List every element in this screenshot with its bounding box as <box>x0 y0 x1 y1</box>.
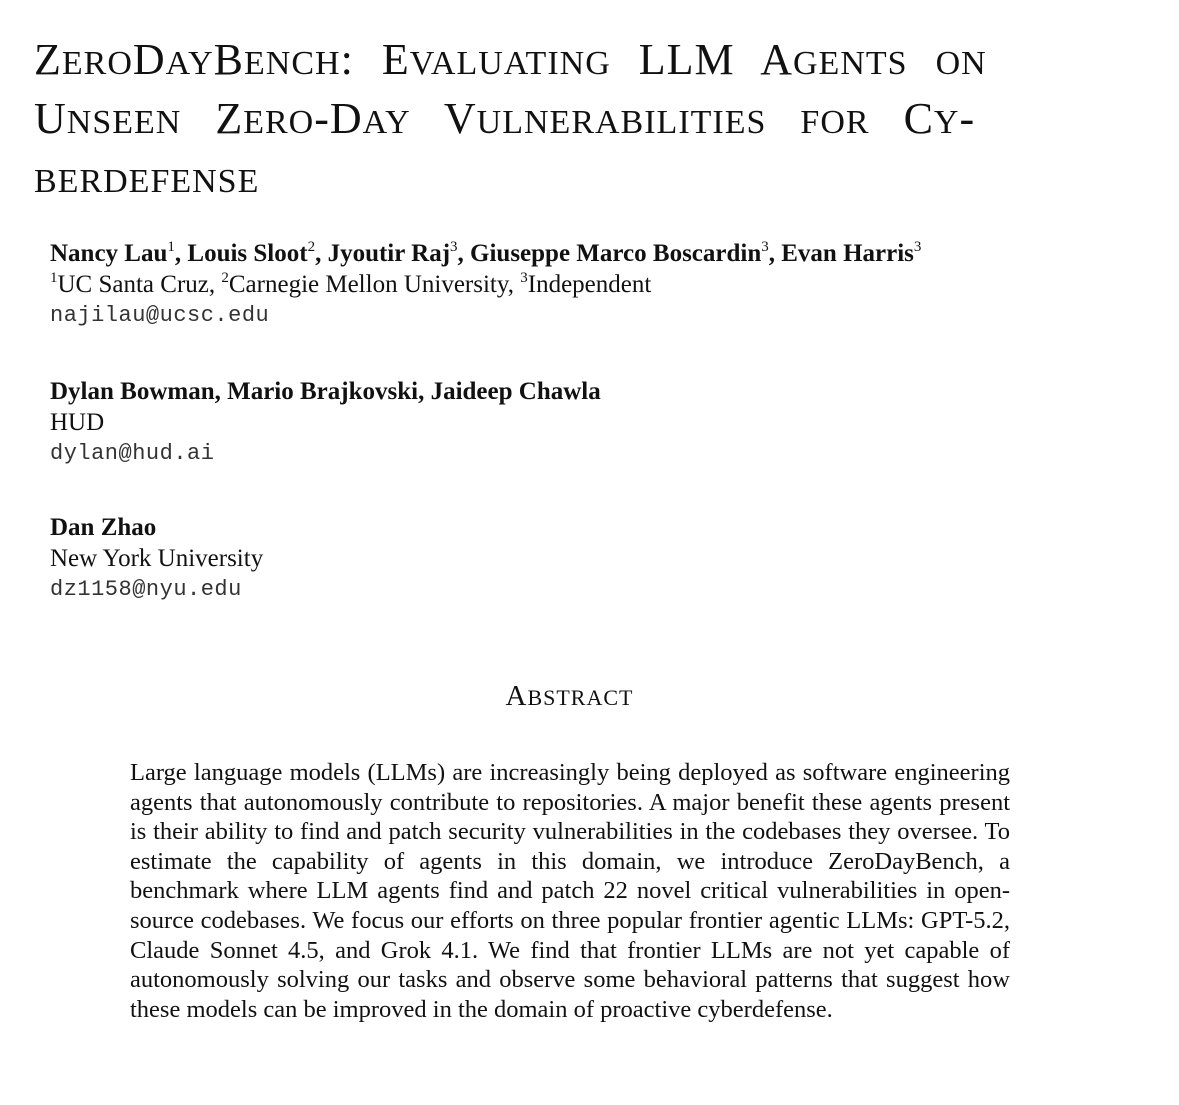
author-list: Dan Zhao <box>50 514 157 541</box>
author-email[interactable]: dz1158@nyu.edu <box>50 577 242 602</box>
author-list: Nancy Lau$^1$, Louis Sloot$^2$, Jyoutir Raj$^3$, Giuseppe Marco Boscardin$^3$, Evan Harris$^3$ <box>50 239 922 267</box>
author-list: Dylan Bowman, Mario Brajkovski, Jaideep Chawla <box>50 378 601 405</box>
title-line-3: BERDEFENSE <box>34 163 260 200</box>
abstract-body: Large language models (LLMs) are increasingly being deployed as software engineering agents that autonomously contribute to repositories. A major benefit these agents present is their ability to find and patch security vulnerabilities in the codebases they oversee. To estimate the capability of agents in this domain, we introduce ZeroDayBench, a benchmark where LLM agents find and patch 22 novel critical vulnerabilities in open-source codebases. We focus our efforts on three popular frontier agentic LLMs: GPT-5.2, Claude Sonnet 4.5, and Grok 4.1. We find that frontier LLMs are not yet capable of autonomously solving our tasks and observe some behavioral patterns that suggest how these models can be improved in the domain of proactive cyberdefense. <box>130 759 1010 1023</box>
affiliation: Independent <box>527 271 652 298</box>
author-group-3 <box>50 512 263 605</box>
author-name: Louis Sloot <box>187 240 308 267</box>
affiliation: HUD <box>50 409 105 436</box>
author-group-1 <box>50 238 921 331</box>
title-line-2: UNSEEN ZERO-DAY VULNERABILITIES FOR CY- <box>34 94 976 143</box>
affiliation: UC Santa Cruz <box>57 271 209 298</box>
affiliation: New York University <box>50 545 264 572</box>
affiliation: Carnegie Mellon University <box>228 271 508 298</box>
author-name: Giuseppe Marco Boscardin <box>470 240 762 267</box>
author-name: Jyoutir Raj <box>327 240 451 267</box>
author-email[interactable]: najilau@ucsc.edu <box>50 303 270 328</box>
affiliation-list: $^1$UC Santa Cruz, $^2$Carnegie Mellon University, $^3$Independent <box>50 270 652 298</box>
author-group-2 <box>50 376 601 469</box>
paper-title <box>34 32 1114 209</box>
author-email[interactable]: dylan@hud.ai <box>50 441 215 466</box>
abstract-heading: ABSTRACT <box>505 680 634 712</box>
title-line-1: ZERODAYBENCH: EVALUATING LLM AGENTS ON <box>34 35 987 84</box>
author-name: Evan Harris <box>781 240 914 267</box>
author-name: Nancy Lau <box>50 240 168 267</box>
